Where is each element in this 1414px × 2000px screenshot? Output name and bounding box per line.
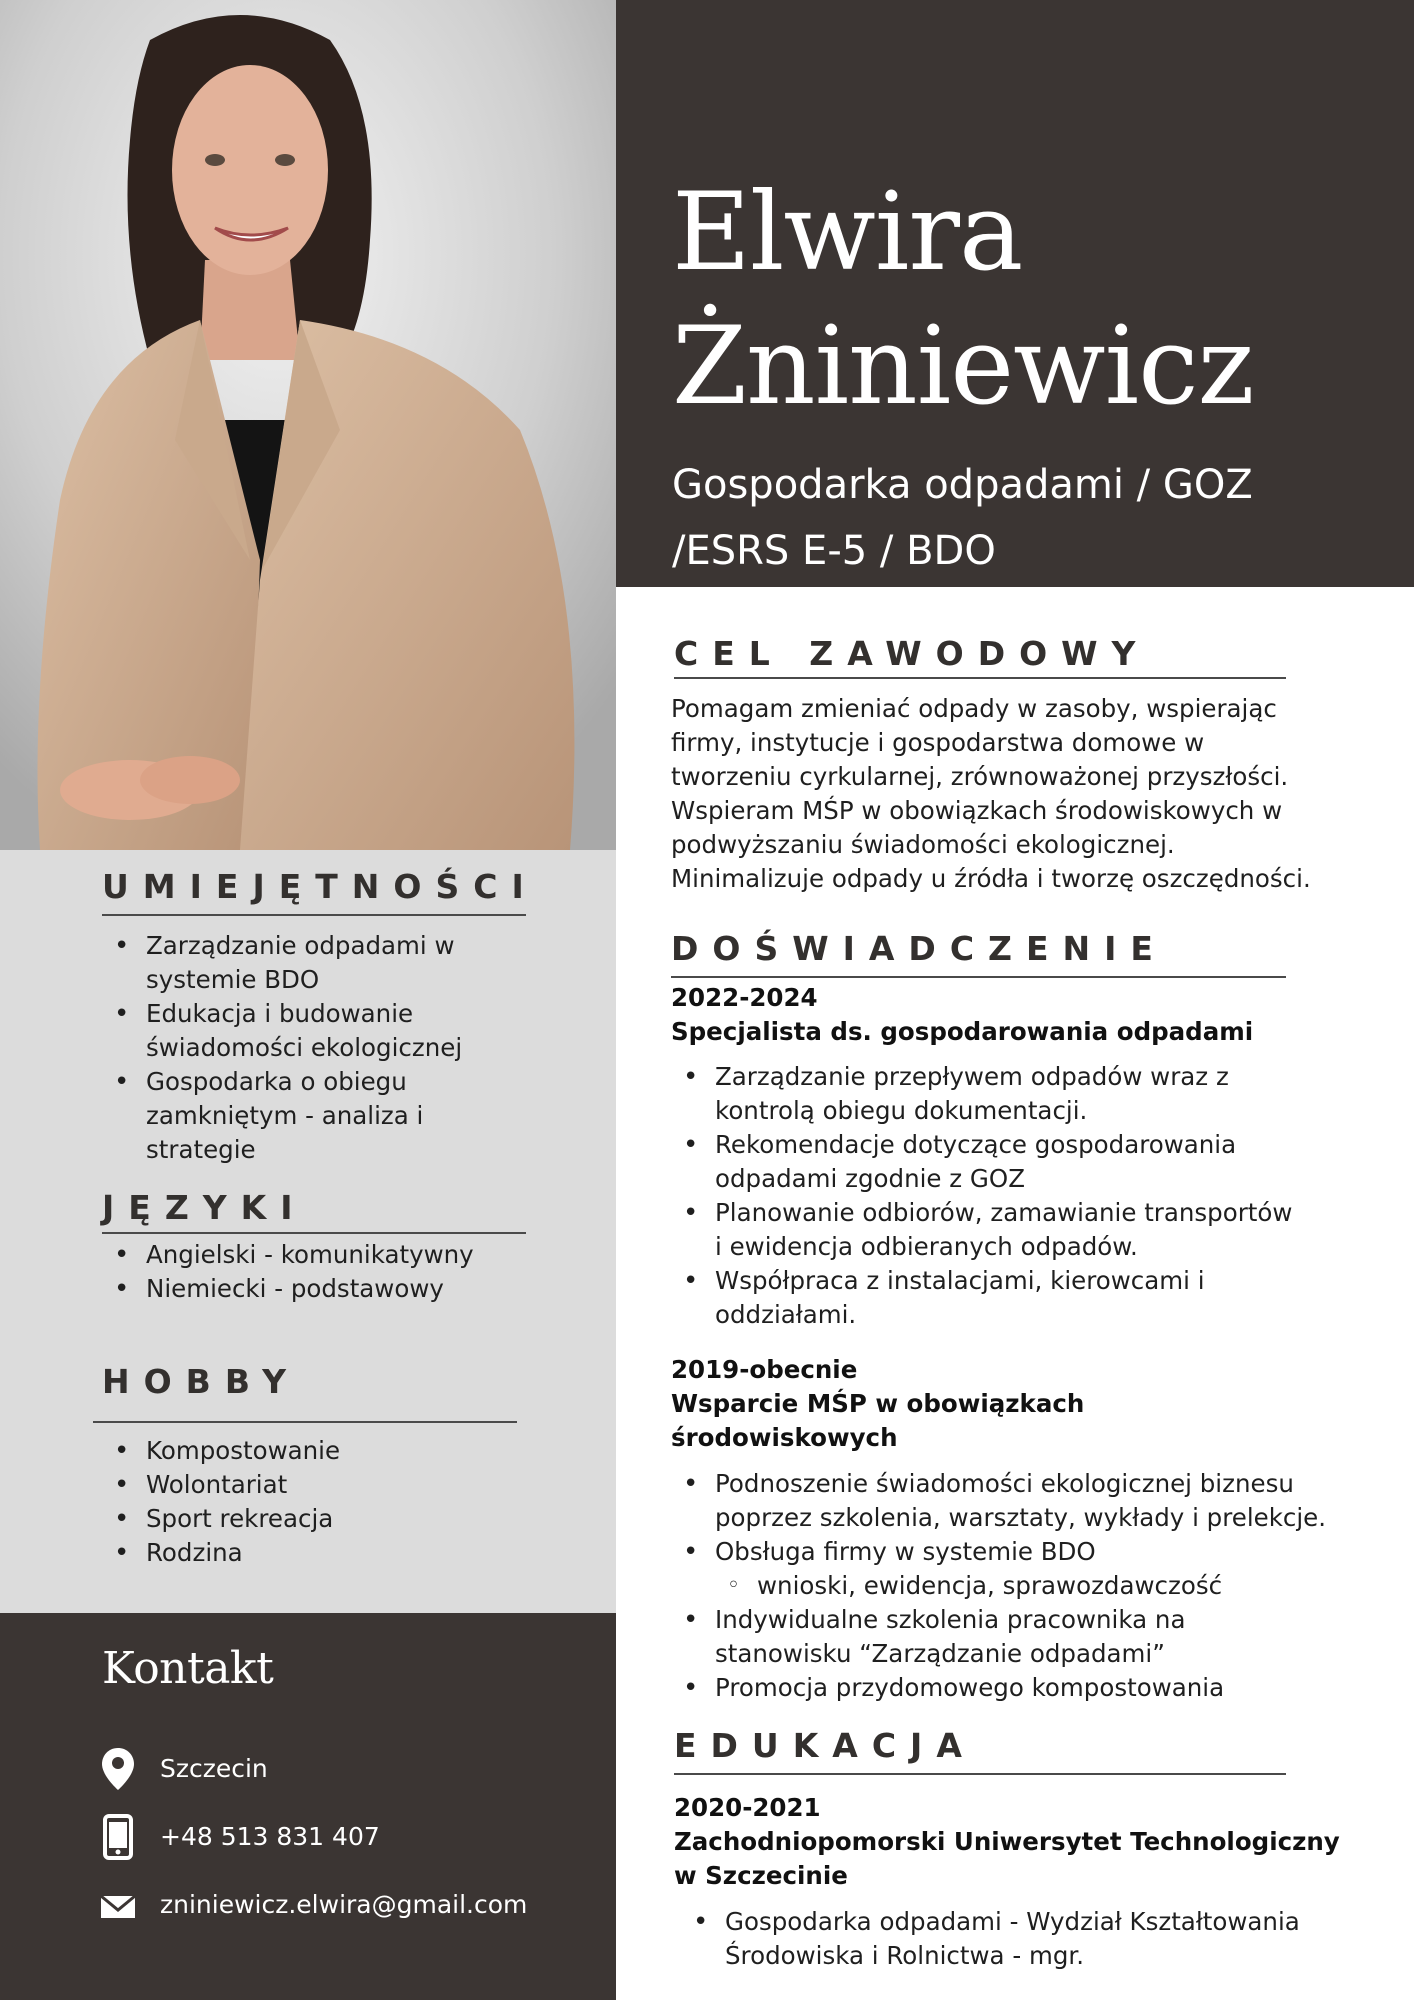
education-line: Gospodarka odpadami - Wydział Kształtowania — [725, 1907, 1300, 1936]
hobby-item: • Rodzina — [102, 1536, 582, 1570]
duty-line: oddziałami. — [715, 1300, 857, 1329]
skill-item — [102, 929, 582, 997]
experience-divider — [671, 976, 1286, 978]
education-period: 2020-2021 — [674, 1793, 821, 1822]
objective-line: Minimalizuje odpady u źródła i tworzę oszczędności. — [671, 864, 1311, 893]
mail-icon — [100, 1882, 136, 1928]
duty-line: stanowisku “Zarządzanie odpadami” — [715, 1639, 1165, 1668]
hobby-divider — [93, 1421, 517, 1423]
skill-item — [102, 1065, 582, 1167]
skills-divider — [102, 914, 526, 916]
headline-line: /ESRS E-5 / BDO — [672, 528, 996, 574]
objective-title: CEL ZAWODOWY — [674, 634, 1150, 673]
duty-line: odpadami zgodnie z GOZ — [715, 1164, 1025, 1193]
objective-line: Pomagam zmieniać odpady w zasoby, wspierając — [671, 694, 1277, 723]
job-headline — [672, 452, 1402, 584]
skills-list — [102, 929, 582, 1167]
contact-phone-text[interactable]: +48 513 831 407 — [160, 1822, 380, 1851]
language-item: • Angielski - komunikatywny — [102, 1238, 582, 1272]
duty-line: Planowanie odbiorów, zamawianie transportów — [715, 1198, 1293, 1227]
job-2-header — [671, 1353, 1351, 1455]
languages-divider — [102, 1232, 526, 1234]
duty-item — [671, 1467, 1371, 1535]
hobby-item: • Kompostowanie — [102, 1434, 582, 1468]
education-divider — [674, 1773, 1286, 1775]
hobby-item: • Wolontariat — [102, 1468, 582, 1502]
education-details — [681, 1905, 1371, 1973]
header-banner — [616, 0, 1414, 587]
duty-item — [671, 1264, 1351, 1332]
languages-list — [102, 1238, 582, 1306]
skills-title: UMIEJĘTNOŚCI — [102, 867, 538, 906]
education-line: Środowiska i Rolnictwa - mgr. — [725, 1941, 1085, 1970]
name-first: Elwira — [672, 170, 1023, 295]
skill-item — [102, 997, 582, 1065]
skill-line: Edukacja i budowanie — [146, 999, 414, 1028]
education-school: w Szczecinie — [674, 1861, 848, 1890]
education-school: Zachodniopomorski Uniwersytet Technologiczny — [674, 1827, 1340, 1856]
duty-item — [671, 1196, 1351, 1264]
name-last: Żniniewicz — [672, 304, 1254, 429]
duty-line: Współpraca z instalacjami, kierowcami i — [715, 1266, 1205, 1295]
contact-email-link[interactable]: zniniewicz.elwira@gmail.com — [160, 1890, 528, 1919]
job-2-role: Wsparcie MŚP w obowiązkach — [671, 1389, 1085, 1418]
job-2-role: środowiskowych — [671, 1423, 898, 1452]
education-item — [681, 1905, 1371, 1973]
duty-item: • Promocja przydomowego kompostowania — [671, 1671, 1371, 1705]
skill-line: zamkniętym - analiza i — [146, 1101, 424, 1130]
objective-divider — [674, 677, 1286, 679]
skill-line: świadomości ekologicznej — [146, 1033, 463, 1062]
contact-phone — [100, 1814, 600, 1860]
skill-line: Zarządzanie odpadami w — [146, 931, 455, 960]
profile-photo — [0, 0, 616, 850]
duty-line: Rekomendacje dotyczące gospodarowania — [715, 1130, 1237, 1159]
hobby-list — [102, 1434, 582, 1570]
contact-panel — [0, 1613, 616, 2000]
contact-title: Kontakt — [102, 1643, 274, 1694]
person-name — [672, 166, 1402, 434]
location-pin-icon — [100, 1746, 136, 1792]
job-1-header — [671, 981, 1351, 1049]
contact-city — [100, 1746, 600, 1792]
objective-line: podwyższaniu świadomości ekologicznej. — [671, 830, 1175, 859]
duty-item — [671, 1603, 1371, 1671]
job-1-role: Specjalista ds. gospodarowania odpadami — [671, 1017, 1254, 1046]
duty-item — [671, 1060, 1351, 1128]
skill-line: Gospodarka o obiegu — [146, 1067, 407, 1096]
objective-line: Wspieram MŚP w obowiązkach środowiskowych w — [671, 796, 1283, 825]
language-item: • Niemiecki - podstawowy — [102, 1272, 582, 1306]
objective-text — [671, 692, 1351, 896]
hobby-title: HOBBY — [102, 1362, 301, 1401]
headline-line: Gospodarka odpadami / GOZ — [672, 462, 1253, 508]
job-2-period: 2019-obecnie — [671, 1355, 858, 1384]
education-header — [674, 1791, 1374, 1893]
duty-item — [671, 1128, 1351, 1196]
duty-line: i ewidencja odbieranych odpadów. — [715, 1232, 1138, 1261]
contact-city-text: Szczecin — [160, 1754, 268, 1783]
job-1-duties — [671, 1060, 1351, 1332]
skill-line: systemie BDO — [146, 965, 320, 994]
skill-line: strategie — [146, 1135, 256, 1164]
job-1-period: 2022-2024 — [671, 983, 818, 1012]
phone-icon — [100, 1814, 136, 1860]
duty-line: Indywidualne szkolenia pracownika na — [715, 1605, 1186, 1634]
objective-line: firmy, instytucje i gospodarstwa domowe w — [671, 728, 1205, 757]
languages-title: JĘZYKI — [102, 1188, 307, 1227]
duty-line: Zarządzanie przepływem odpadów wraz z — [715, 1062, 1229, 1091]
contact-email — [100, 1882, 600, 1928]
objective-line: tworzeniu cyrkularnej, zrównoważonej przyszłości. — [671, 762, 1289, 791]
hobby-item: • Sport rekreacja — [102, 1502, 582, 1536]
duty-line: poprzez szkolenia, warsztaty, wykłady i prelekcje. — [715, 1503, 1327, 1532]
duty-subitem: ◦ wnioski, ewidencja, sprawozdawczość — [671, 1569, 1371, 1603]
duty-line: Podnoszenie świadomości ekologicznej biznesu — [715, 1469, 1294, 1498]
duty-item: • Obsługa firmy w systemie BDO — [671, 1535, 1371, 1569]
experience-title: DOŚWIADCZENIE — [671, 929, 1167, 968]
education-title: EDUKACJA — [674, 1726, 976, 1765]
job-2-duties — [671, 1467, 1371, 1705]
duty-line: kontrolą obiegu dokumentacji. — [715, 1096, 1088, 1125]
